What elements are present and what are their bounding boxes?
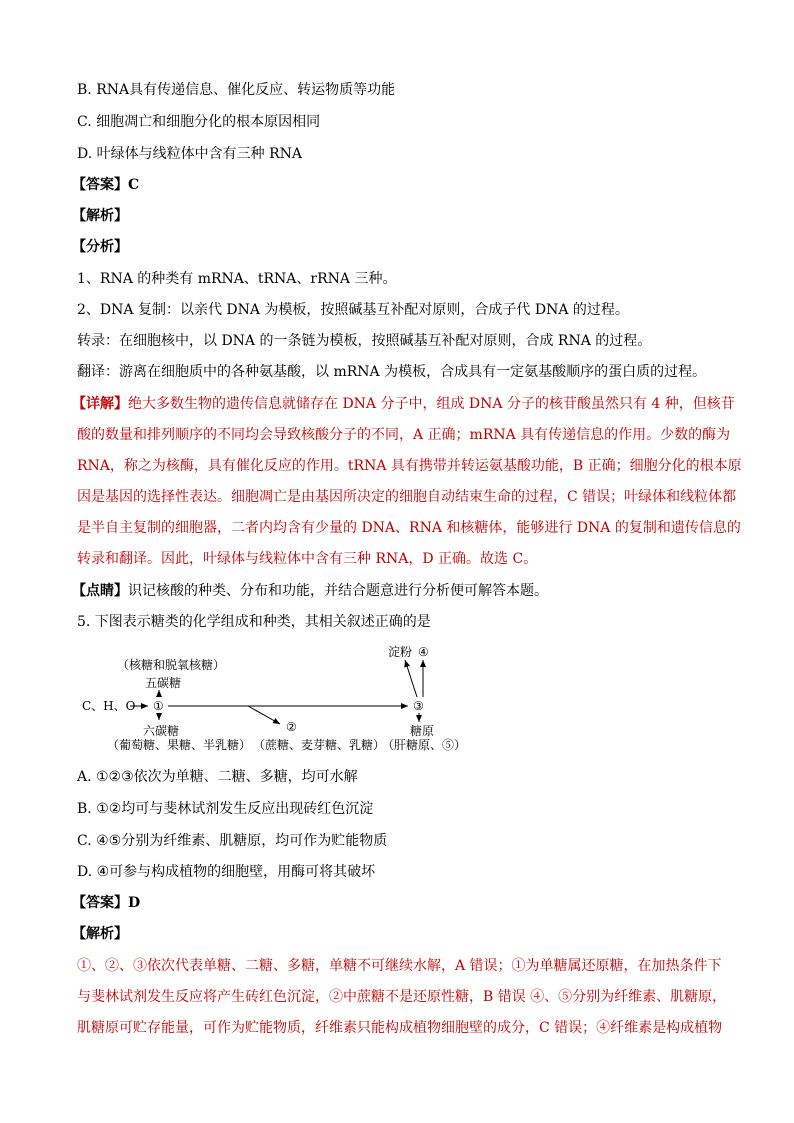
q4-tip-text: 识记核酸的种类、分布和功能，并结合题意进行分析便可解答本题。 [128,583,548,599]
q5-option-c: C. ④⑤分别为纤维素、肌糖原，均可作为贮能物质 [77,833,388,849]
diagram-hexose-note: （葡萄糖、果糖、半乳糖） [107,738,252,752]
q5-explain-line: 与斐林试剂发生反应将产生砖红色沉淀，②中蔗糖不是还原性糖，B 错误 ④、⑤分别为纤维素、肌糖原， [77,989,727,1005]
diagram-top-note: （核糖和脱氧核糖） [117,658,226,672]
diagram-glycogen-note: （肝糖原、⑤） [382,738,467,752]
q5-explain-line: 肌糖原可贮存能量，可作为贮能物质，纤维素只能构成植物细胞壁的成分，C 错误；④纤维素是构成植物 [77,1020,723,1036]
q4-detail-text: 绝大多数生物的遗传信息就储存在 DNA 分子中，组成 DNA 分子的核苷酸虽然只有 4 种，但核苷 [128,396,735,412]
q4-fenxi-label: 【分析】 [72,239,128,255]
q4-tip [72,581,548,601]
diagram-hexose-label: 六碳糖 [143,724,180,738]
q5-option-d: D. ④可参与构成植物的细胞壁，用酶可将其破坏 [77,864,376,880]
diagram-node-1: ① [153,699,164,713]
q5-option-a: A. ①②③依次为单糖、二糖、多糖，均可水解 [77,769,358,785]
diagram-disaccharide-note: （蔗糖、麦芽糖、乳糖） [253,738,386,752]
arrow-to-2 [248,706,280,724]
q4-jiexi-label: 【解析】 [72,208,128,224]
q4-detail-label: 【详解】 [72,396,128,412]
diagram-node-2: ② [286,720,297,734]
q4-detail-line: RNA，称之为核酶，具有催化反应的作用。tRNA 具有携带并转运氨基酸功能，B 正确；细胞分化的根本原 [77,458,742,474]
sugar-classification-diagram [70,640,467,755]
q4-detail-first-line [72,394,735,414]
q4-analysis-line: 2、DNA 复制：以亲代 DNA 为模板，按照碱基互补配对原则，合成子代 DNA 的过程。 [77,302,629,318]
diagram-pentose-label: 五碳糖 [145,676,182,690]
diagram-starch-label: 淀粉 [388,645,413,659]
q4-tip-label: 【点睛】 [72,583,128,599]
q4-analysis-line: 翻译：游离在细胞质中的各种氨基酸，以 mRNA 为模板，合成具有一定氨基酸顺序的蛋白质的过程。 [77,364,707,380]
q4-option-c: C. 细胞凋亡和细胞分化的根本原因相同 [77,114,321,130]
arrow-3-to-starch [405,660,417,697]
q4-detail-line: 酸的数量和排列顺序的不同均会导致核酸分子的不同，A 正确；mRNA 具有传递信息的作用。少数的酶为 [77,427,731,443]
diagram-node-4: ④ [418,645,429,659]
q4-detail-line: 转录和翻译。因此，叶绿体与线粒体中含有三种 RNA，D 正确。故选 C。 [77,551,538,567]
q5-option-b: B. ①②均可与斐林试剂发生反应出现砖红色沉淀 [77,801,374,817]
q4-option-d: D. 叶绿体与线粒体中含有三种 RNA [77,146,302,162]
q4-analysis-line: 1、RNA 的种类有 mRNA、tRNA、rRNA 三种。 [77,271,397,287]
q4-option-b: B. RNA具有传递信息、催化反应、转运物质等功能 [77,82,396,98]
q5-stem: 5. 下图表示糖类的化学组成和种类，其相关叙述正确的是 [77,614,431,630]
q4-detail-line: 因是基因的选择性表达。细胞凋亡是由基因所决定的细胞自动结束生命的过程，C 错误；叶绿体和线粒体都 [77,489,737,505]
q5-explain-line: ①、②、③依次代表单糖、二糖、多糖，单糖不可继续水解，A 错误；①为单糖属还原糖，在加热条件下 [77,958,722,974]
q5-answer: 【答案】D [72,895,141,911]
q4-answer: 【答案】C [72,177,140,193]
diagram-glycogen-label: 糖原 [410,724,435,738]
q4-analysis-line: 转录：在细胞核中，以 DNA 的一条链为模板，按照碱基互补配对原则，合成 RNA 的过程。 [77,333,652,349]
q4-detail-line: 是半自主复制的细胞器，二者内均含有少量的 DNA、RNA 和核糖体，能够进行 DNA 的复制和遗传信息的 [77,520,741,536]
diagram-node-3: ③ [413,699,424,713]
q5-jiexi-label: 【解析】 [72,926,128,942]
diagram-elements: C、H、O [82,699,136,713]
